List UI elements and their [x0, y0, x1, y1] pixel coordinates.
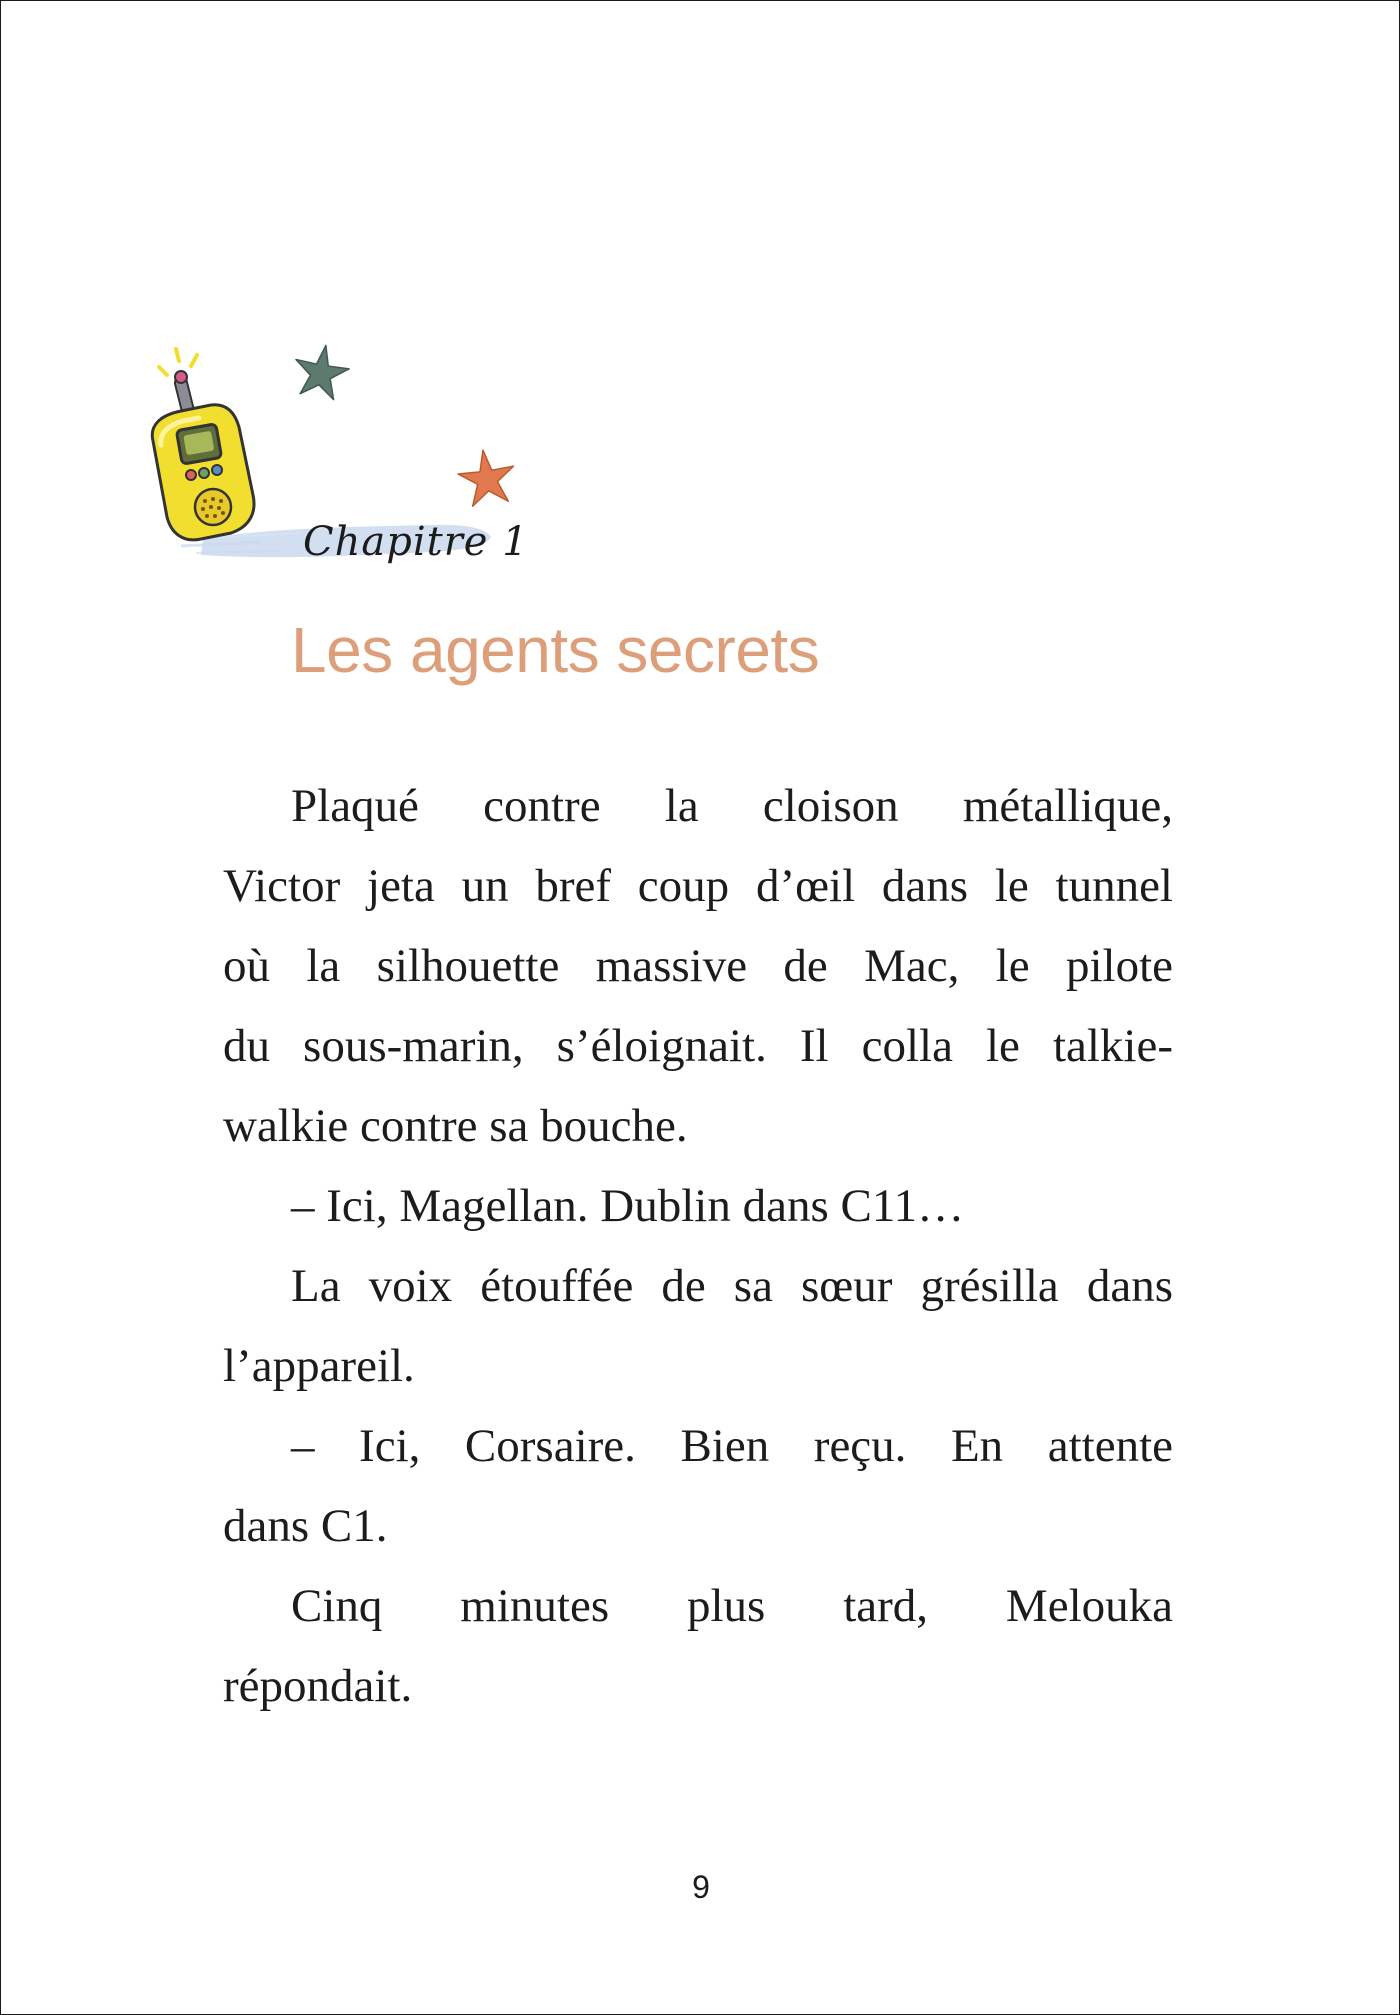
text-line: La voix étouffée de sa sœur grésilla dans: [291, 1260, 1173, 1312]
starfish-icon: [455, 446, 518, 507]
chapter-title: Les agents secrets: [291, 614, 820, 686]
text-line: où la silhouette massive de Mac, le pilote: [223, 940, 1173, 992]
text-line: Plaqué contre la cloison métallique,: [291, 780, 1173, 832]
starfish-icon: [290, 341, 352, 401]
text-line: du sous-marin, s’éloignait. Il colla le talkie-: [223, 1020, 1173, 1072]
text-line: – Ici, Corsaire. Bien reçu. En attente: [291, 1420, 1173, 1472]
text-line: dans C1.: [223, 1500, 388, 1552]
chapter-label: Chapitre 1: [303, 519, 529, 565]
text-line: répondait.: [223, 1660, 413, 1712]
text-line: Victor jeta un bref coup d’œil dans le tunnel: [223, 860, 1173, 912]
page-number: 9: [692, 1869, 710, 1905]
text-line: walkie contre sa bouche.: [223, 1100, 688, 1152]
text-line: Cinq minutes plus tard, Melouka: [291, 1580, 1173, 1632]
body-text: [223, 766, 1173, 1726]
text-line: – Ici, Magellan. Dublin dans C11…: [291, 1180, 965, 1232]
text-line: l’appareil.: [223, 1340, 415, 1392]
walkie-talkie-icon: [152, 349, 254, 540]
